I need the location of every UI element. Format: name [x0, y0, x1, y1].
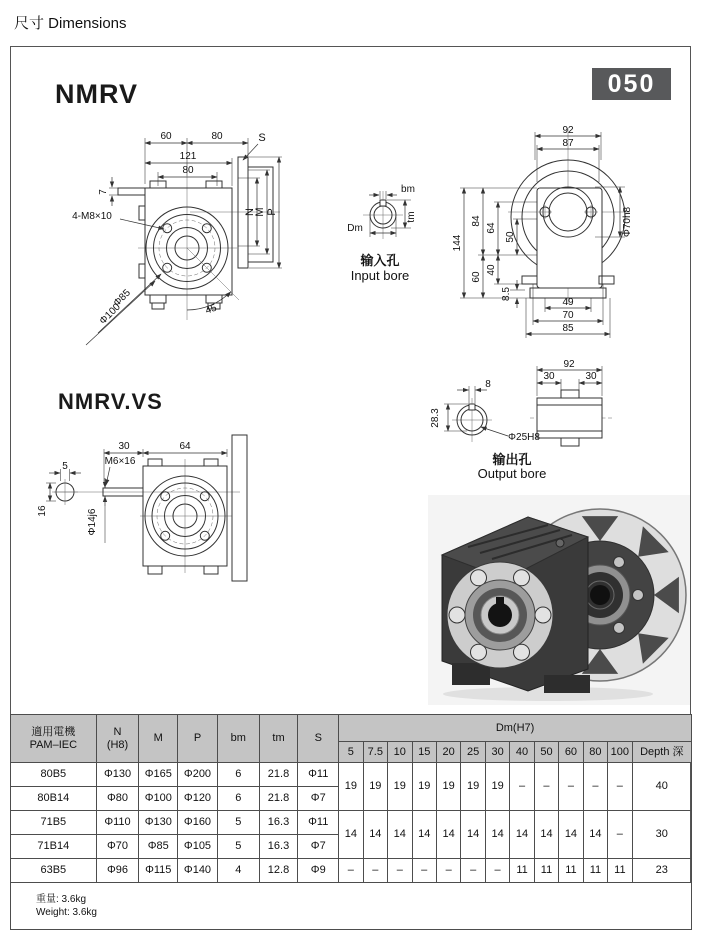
cell-depth: 40 — [632, 763, 691, 811]
cell-pam: 80B5 — [11, 763, 97, 787]
output-bore-drawing — [420, 358, 635, 483]
col-header-tm: tm — [259, 715, 298, 763]
table-row: 71B14 Φ70 Φ85 Φ105 5 16.3 Φ7 — [11, 835, 692, 859]
input-bore-geometry — [363, 191, 403, 239]
cell-pam: 71B14 — [11, 835, 97, 859]
table-row: 80B14 Φ80 Φ100 Φ120 6 21.8 Φ7 — [11, 787, 692, 811]
angle-45-label: 45 — [204, 302, 219, 317]
input-bore-drawing — [335, 175, 460, 290]
dim-7-label: 7 — [98, 189, 109, 195]
dm-size-header: 50 — [534, 742, 558, 763]
size-badge: 050 — [592, 68, 671, 100]
input-bore-dimensions — [369, 191, 411, 237]
dm-size-header: 60 — [559, 742, 583, 763]
dim-60-label: 60 — [471, 271, 482, 283]
product-photo — [428, 495, 690, 705]
dimension-table — [10, 714, 692, 930]
dia-14j6-label: Φ14j6 — [87, 508, 98, 536]
tm-label: tm — [406, 211, 417, 223]
col-header-bm: bm — [217, 715, 259, 763]
dim-8-label: 8 — [485, 379, 491, 390]
dm-size-header: 80 — [583, 742, 607, 763]
dm-size-header: 5 — [339, 742, 363, 763]
dim-92-label: 92 — [563, 359, 575, 370]
cell-pam: 63B5 — [11, 859, 97, 883]
weight-cn: 重量: 3.6kg — [36, 893, 87, 905]
dim-85-label: 85 — [562, 323, 574, 334]
col-header-pam — [11, 715, 97, 763]
dm-size-header: 10 — [388, 742, 412, 763]
dim-80-top-label: 80 — [211, 131, 223, 142]
dim-49-label: 49 — [562, 297, 574, 308]
weight-note-row — [11, 883, 692, 930]
dm-size-header: 15 — [412, 742, 436, 763]
dm-size-header: 20 — [436, 742, 460, 763]
pam-header-cn: 適用電機 — [31, 725, 76, 738]
m6x16-label: M6×16 — [104, 456, 136, 467]
cell-pam: 80B14 — [11, 787, 97, 811]
rear-view-geometry — [508, 128, 630, 304]
model-title-nmrv-vs: NMRV.VS — [58, 389, 163, 414]
col-header-n: N (H8) — [96, 715, 139, 763]
table-row: 63B5 Φ96 Φ115 Φ140 4 12.8 Φ9 – – – – – – – 11 11 11 11 11 23 — [11, 859, 692, 883]
front-view-centerlines — [138, 176, 280, 320]
dm-size-header: 7.5 — [363, 742, 387, 763]
pam-header-en: PAM–IEC — [29, 738, 78, 751]
dim-64-label: 64 — [179, 441, 191, 452]
dim-50-label: 50 — [505, 231, 516, 243]
photo-front-flange — [447, 562, 553, 668]
dim-92-label: 92 — [562, 125, 574, 136]
bolt-pattern-label: 4-M8×10 — [72, 211, 112, 222]
dia-85-label: Φ85 — [111, 287, 133, 309]
col-header-m: M — [139, 715, 178, 763]
dm-label: Dm — [347, 223, 363, 234]
dim-70-label: 70 — [562, 310, 574, 321]
dim-84-label: 84 — [471, 215, 482, 227]
dm-size-header: 100 — [608, 742, 632, 763]
dia-100-label: Φ100 — [97, 301, 123, 327]
dim-144-label: 144 — [452, 234, 463, 252]
dim-30-right-label: 30 — [585, 371, 597, 382]
dm-size-header: 25 — [461, 742, 485, 763]
col-header-s: S — [298, 715, 339, 763]
nmrv-front-view-drawing — [40, 120, 320, 355]
dim-80-flange-label: 80 — [182, 165, 194, 176]
col-header-depth: Depth 深 — [632, 742, 691, 763]
dim-16-label: 16 — [37, 505, 48, 517]
col-header-p: P — [178, 715, 218, 763]
dim-60-label: 60 — [160, 131, 172, 142]
rear-view-drawing — [450, 122, 690, 347]
dim-28-3-label: 28.3 — [430, 408, 441, 428]
bm-label: bm — [401, 184, 415, 195]
dim-8-5-label: 8.5 — [501, 287, 512, 301]
dm-size-header: 40 — [510, 742, 534, 763]
front-view-body — [118, 157, 273, 309]
weight-en: Weight: 3.6kg — [36, 907, 97, 918]
input-bore-caption-en: Input bore — [350, 268, 410, 283]
input-bore-caption-cn: 输入孔 — [360, 253, 400, 268]
m-label: M — [254, 207, 266, 217]
model-title-nmrv: NMRV — [55, 79, 139, 109]
table-row: 80B5 Φ130 Φ165 Φ200 6 21.8 Φ11 19 19 19 19 19 19 19 – – – – – 40 — [11, 763, 692, 787]
n-label: N — [244, 208, 256, 216]
output-bore-caption-cn: 输出孔 — [492, 452, 532, 467]
weight-note — [11, 883, 692, 930]
s-label: S — [258, 132, 266, 144]
dim-121-label: 121 — [179, 151, 197, 162]
dim-87-label: 87 — [562, 138, 574, 149]
output-bore-caption-en: Output bore — [477, 466, 547, 481]
dim-64-label: 64 — [486, 222, 497, 234]
p-label: P — [266, 208, 278, 216]
dim-40-label: 40 — [486, 264, 497, 276]
vs-view-geometry — [52, 435, 247, 581]
page-heading: 尺寸 Dimensions — [14, 15, 127, 32]
dim-30-label: 30 — [118, 441, 130, 452]
cell-pam: 71B5 — [11, 811, 97, 835]
col-header-dm-h7: Dm(H7) — [339, 715, 692, 742]
cell-depth: 23 — [632, 859, 691, 883]
content-frame — [10, 46, 691, 924]
table-row: 71B5 Φ110 Φ130 Φ160 5 16.3 Φ11 14 14 14 14 14 14 14 14 14 14 14 – 30 — [11, 811, 692, 835]
dm-size-header: 30 — [485, 742, 509, 763]
cell-depth: 30 — [632, 811, 691, 859]
dim-30-left-label: 30 — [543, 371, 555, 382]
dia-70h8-label: Φ70h8 — [622, 206, 633, 238]
nmrv-vs-drawing — [37, 425, 310, 605]
dia-25h8-label: Φ25H8 — [508, 432, 540, 443]
dim-5-label: 5 — [62, 461, 68, 472]
